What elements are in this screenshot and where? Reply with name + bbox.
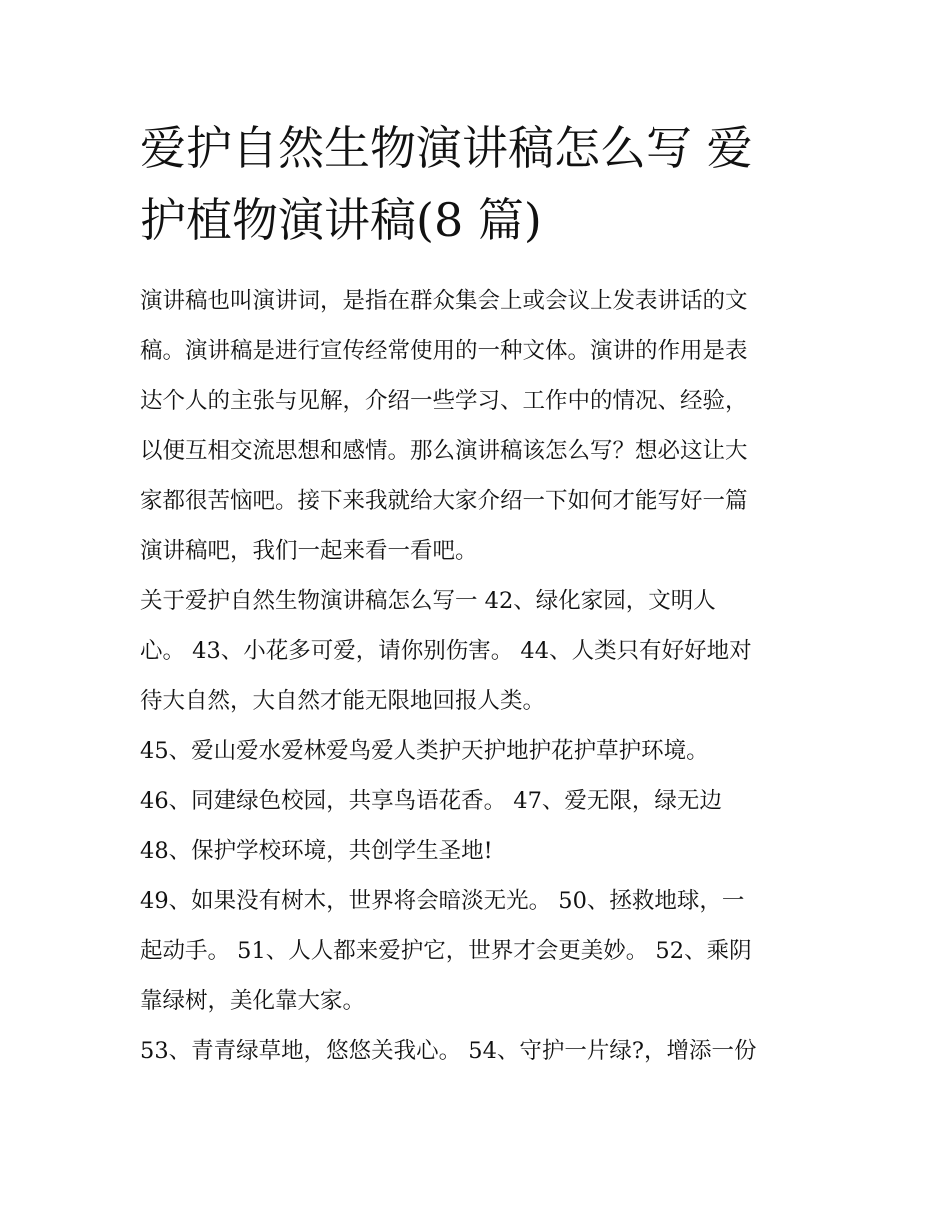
body-paragraph: [140, 826, 816, 876]
text-line: 演讲稿也叫演讲词，是指在群众集会上或会议上发表讲话的文: [140, 288, 748, 314]
text-line: 待大自然，大自然才能无限地回报人类。: [140, 688, 546, 714]
document-body: [140, 276, 816, 1076]
text-line: 靠绿树，美化靠大家。: [140, 988, 366, 1014]
text-line: 以便互相交流思想和感情。那么演讲稿该怎么写？想必这让大: [140, 438, 748, 464]
text-line: 达个人的主张与见解，介绍一些学习、工作中的情况、经验，: [140, 388, 748, 414]
text-line: 关于爱护自然生物演讲稿怎么写一 42、绿化家园，文明人: [140, 588, 716, 614]
text-line: 心。 43、小花多可爱，请你别伤害。 44、人类只有好好地对: [140, 638, 752, 664]
text-line: 53、青青绿草地，悠悠关我心。 54、守护一片绿?，增添一份: [140, 1038, 757, 1064]
text-line: 49、如果没有树木，世界将会暗淡无光。 50、拯救地球，一: [140, 888, 745, 914]
text-line: 48、保护学校环境，共创学生圣地!: [140, 838, 493, 864]
title-line-2: 护植物演讲稿(8 篇): [140, 193, 542, 247]
body-paragraph: [140, 1026, 816, 1076]
text-line: 家都很苦恼吧。接下来我就给大家介绍一下如何才能写好一篇: [140, 488, 748, 514]
text-line: 稿。演讲稿是进行宣传经常使用的一种文体。演讲的作用是表: [140, 338, 748, 364]
document-title: [140, 112, 820, 256]
body-paragraph: [140, 726, 816, 776]
intro-paragraph: [140, 276, 816, 576]
title-line-1: 爱护自然生物演讲稿怎么写 爱: [140, 121, 753, 175]
body-paragraph: [140, 576, 816, 726]
text-line: 起动手。 51、人人都来爱护它，世界才会更美妙。 52、乘阴: [140, 938, 752, 964]
body-paragraph: [140, 876, 816, 1026]
text-line: 演讲稿吧，我们一起来看一看吧。: [140, 538, 478, 564]
body-paragraph: [140, 776, 816, 826]
text-line: 45、爱山爱水爱林爱鸟爱人类护天护地护花护草护环境。: [140, 738, 709, 764]
text-line: 46、同建绿色校园，共享鸟语花香。 47、爱无限，绿无边: [140, 788, 722, 814]
